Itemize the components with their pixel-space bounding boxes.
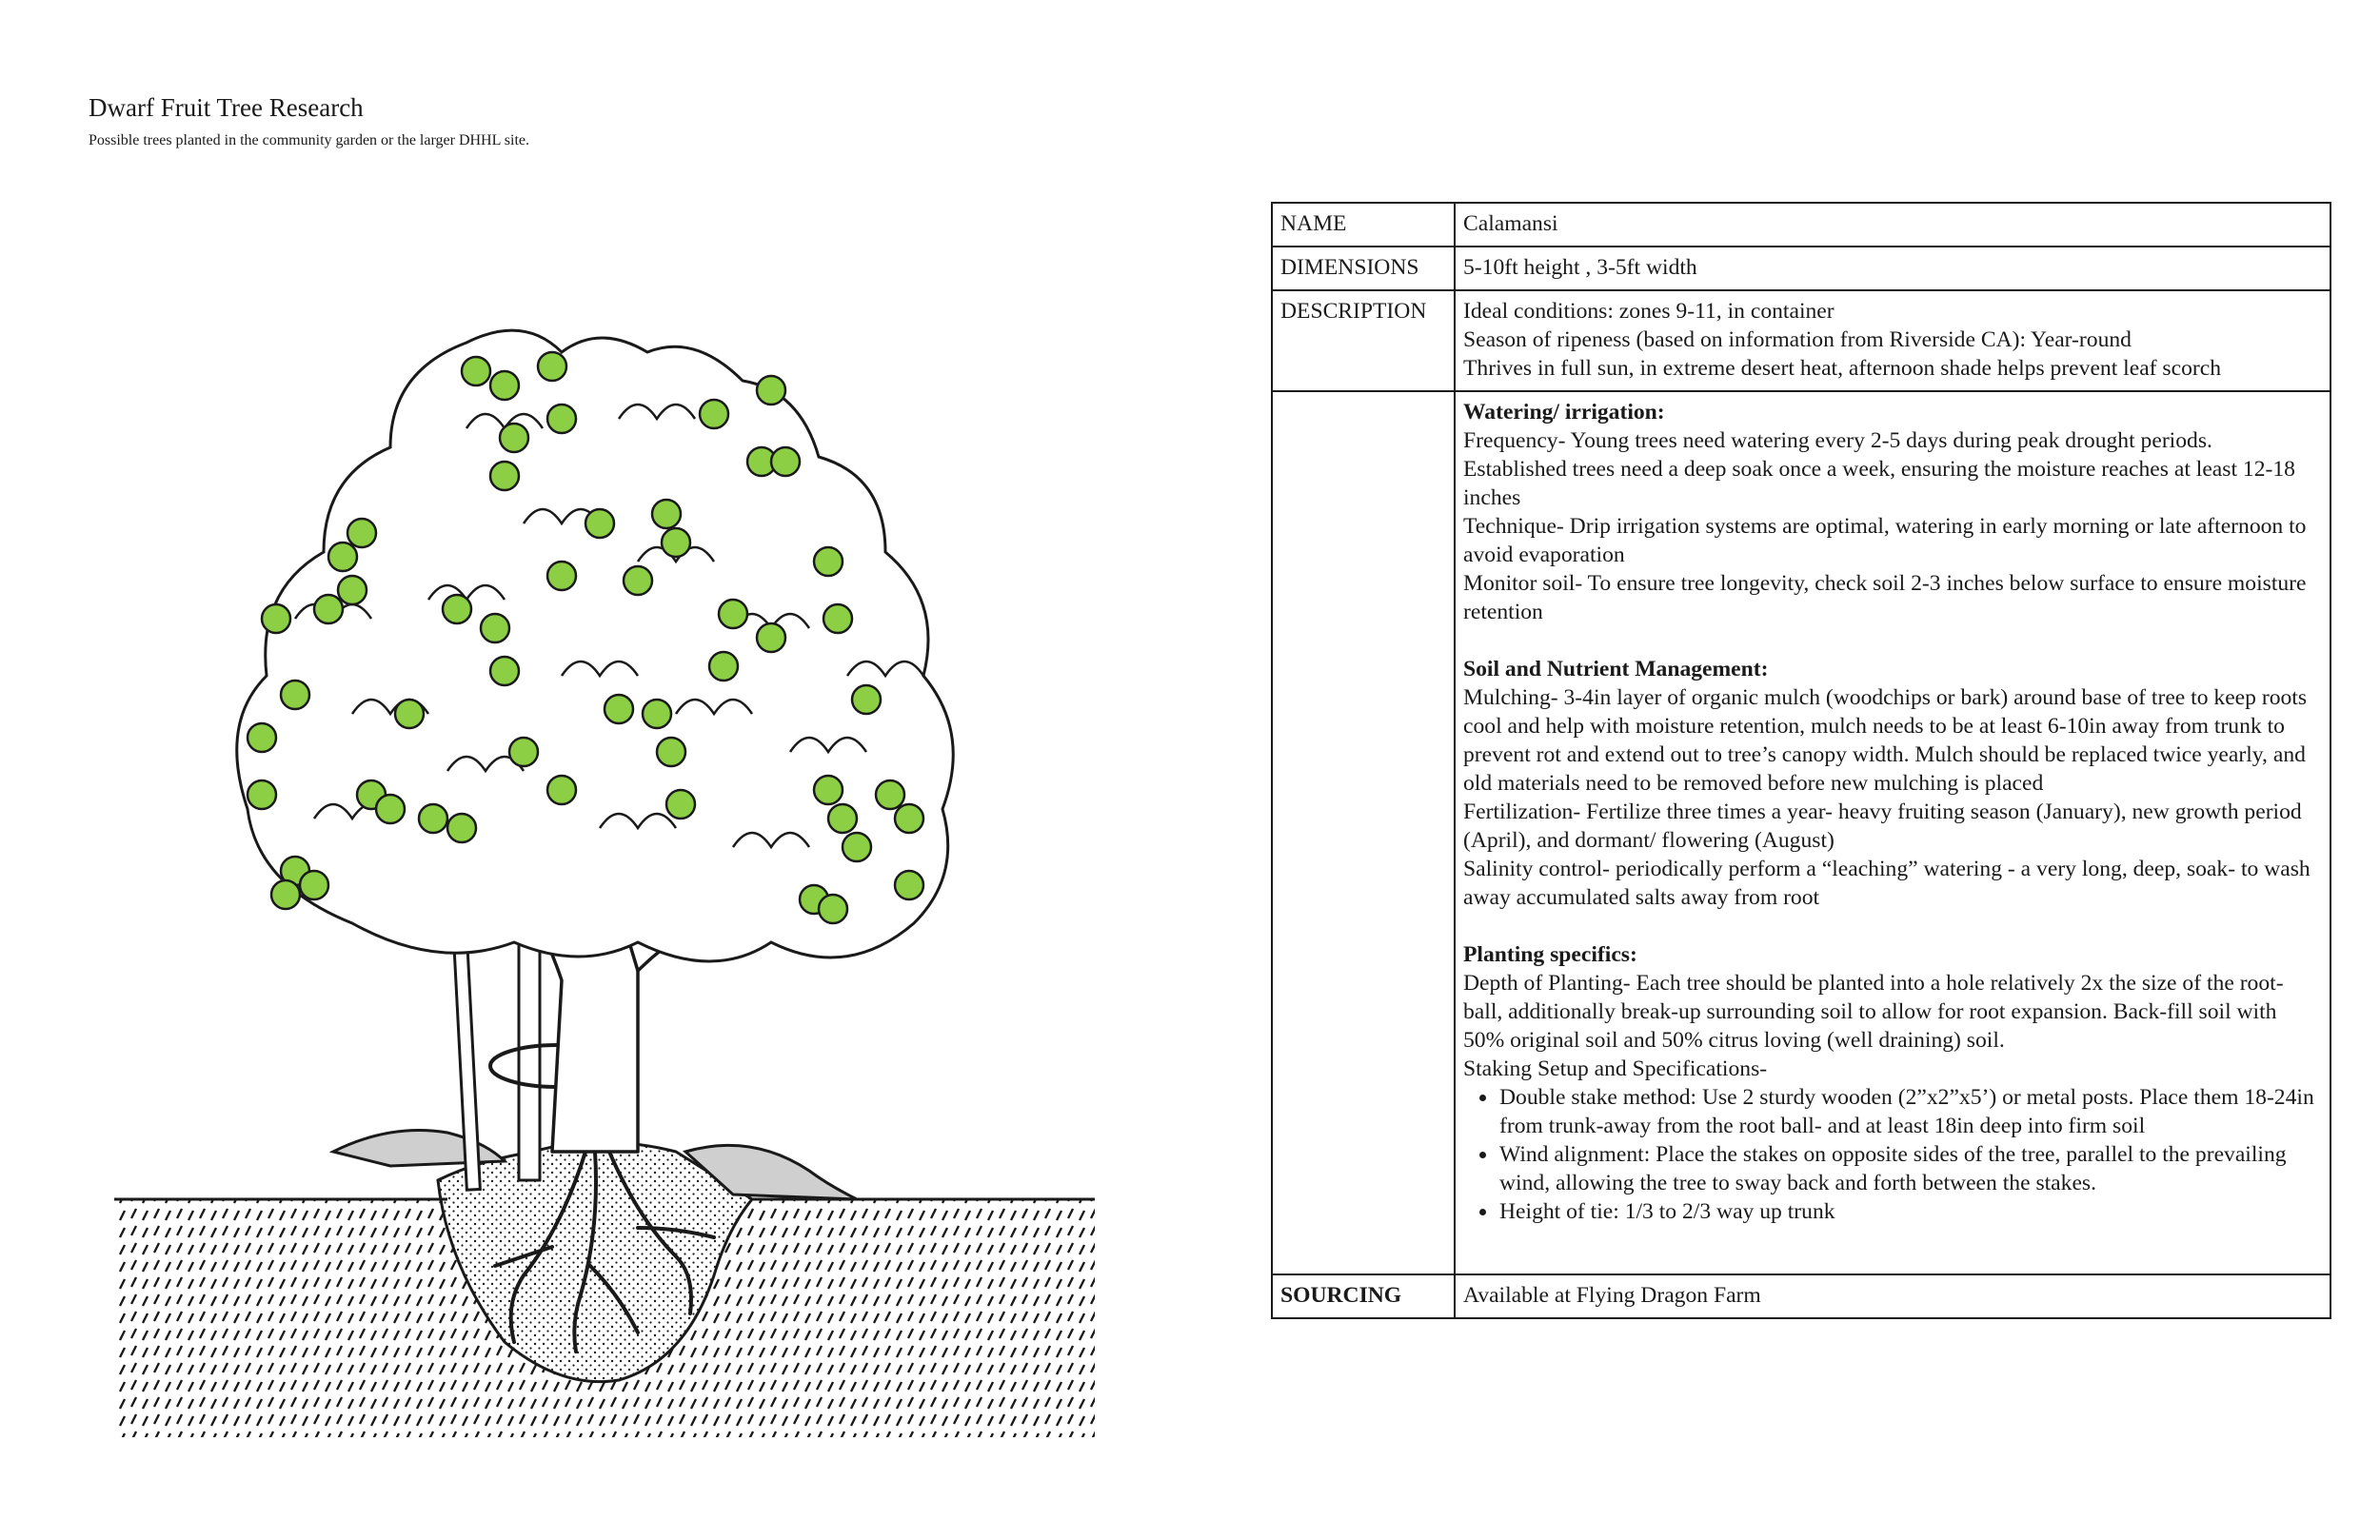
watering-heading: Watering/ irrigation:	[1463, 400, 1665, 424]
row-name	[1272, 203, 2330, 247]
value-description	[1455, 290, 2330, 391]
label-name: NAME	[1272, 203, 1455, 247]
row-sourcing	[1272, 1274, 2330, 1318]
row-dimensions	[1272, 247, 2330, 290]
soil-mulching: Mulching- 3-4in layer of organic mulch (woodchips or bark) around base of tree to keep roots cool and help with moisture retention, mulch needs to be at least 6-10in away from trunk to prevent rot and extend out to tree’s canopy width. Mulch should be replaced twice yearly, and old materials need to be removed before new mulching is placed	[1463, 685, 2308, 796]
value-care-details	[1455, 391, 2330, 1274]
soil-fertilization: Fertilization- Fertilize three times a year- heavy fruiting season (January), new growth period (April), and dormant/ flowering (August)	[1463, 800, 2302, 853]
label-description: DESCRIPTION	[1272, 290, 1455, 391]
soil-heading: Soil and Nutrient Management:	[1463, 657, 1769, 681]
description-line: Ideal conditions: zones 9-11, in container	[1463, 299, 1835, 324]
row-description	[1272, 290, 2330, 391]
dwarf-citrus-tree-illustration	[105, 314, 1114, 1456]
staking-bullet: • Double stake method: Use 2 sturdy wooden (2”x2”x5’) or metal posts. Place them 18-24in from trunk-away from the root ball- and at least 18in deep into firm soil	[1498, 1083, 2322, 1140]
watering-frequency: Frequency- Young trees need watering every 2-5 days during peak drought periods.	[1463, 428, 2212, 453]
tree-info-table	[1271, 202, 2331, 1319]
description-line: Thrives in full sun, in extreme desert heat, afternoon shade helps prevent leaf scorch	[1463, 356, 2222, 381]
planting-depth: Depth of Planting- Each tree should be planted into a hole relatively 2x the size of the root-ball, additionally break-up surrounding soil to allow for root expansion. Back-fill soil with 50% original soil and 50% citrus loving (well draining) soil.	[1463, 971, 2284, 1053]
watering-established: Established trees need a deep soak once a week, ensuring the moisture reaches at least 12-18 inches	[1463, 457, 2295, 510]
page-title: Dwarf Fruit Tree Research	[89, 93, 364, 122]
planting-heading: Planting specifics:	[1463, 942, 1637, 967]
label-care-details	[1272, 391, 1455, 1274]
tree-canopy	[237, 330, 954, 961]
soil-salinity: Salinity control- periodically perform a “leaching” watering - a very long, deep, soak- to wash away accumulated salts away from root	[1463, 857, 2311, 910]
staking-bullet: • Height of tie: 1/3 to 2/3 way up trunk	[1498, 1197, 2322, 1226]
page-subtitle: Possible trees planted in the community garden or the larger DHHL site.	[89, 132, 529, 148]
planting-staking: Staking Setup and Specifications-	[1463, 1056, 1768, 1081]
value-sourcing: Available at Flying Dragon Farm	[1455, 1274, 2330, 1318]
row-care-details	[1272, 391, 2330, 1274]
staking-bullet-list	[1463, 1083, 2322, 1226]
description-line: Season of ripeness (based on information from Riverside CA): Year-round	[1463, 327, 2132, 352]
value-name: Calamansi	[1455, 203, 2330, 247]
watering-technique: Technique- Drip irrigation systems are optimal, watering in early morning or late afternoon to avoid evaporation	[1463, 514, 2307, 567]
label-dimensions: DIMENSIONS	[1272, 247, 1455, 290]
value-dimensions: 5-10ft height , 3-5ft width	[1455, 247, 2330, 290]
staking-bullet: • Wind alignment: Place the stakes on opposite sides of the tree, parallel to the prevailing wind, allowing the tree to sway back and forth between the stakes.	[1498, 1140, 2322, 1197]
watering-monitor: Monitor soil- To ensure tree longevity, check soil 2-3 inches below surface to ensure moisture retention	[1463, 571, 2307, 624]
label-sourcing: SOURCING	[1272, 1274, 1455, 1318]
